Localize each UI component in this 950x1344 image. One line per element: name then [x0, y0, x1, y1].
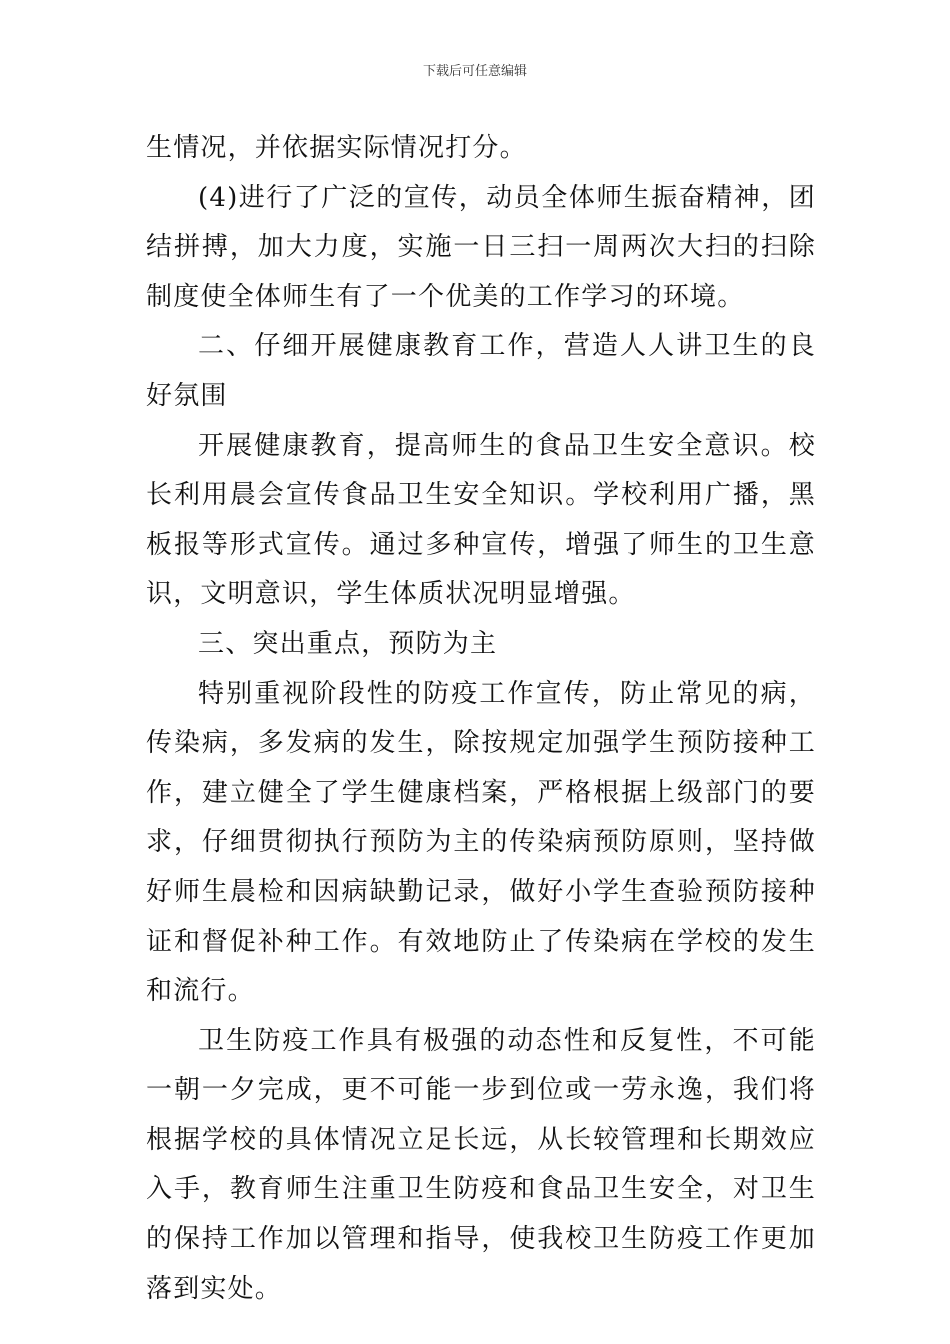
paragraph-continuation: 生情况，并依据实际情况打分。	[146, 133, 527, 163]
document-body	[146, 124, 816, 1314]
paragraph-health-education: 开展健康教育，提高师生的食品卫生安全意识。校长利用晨会宣传食品卫生安全知识。学校利用广播，黑板报等形式宣传。通过多种宣传，增强了师生的卫生意识，文明意识，学生体质状况明显增强。	[146, 430, 816, 610]
paragraph-prevention: 特别重视阶段性的防疫工作宣传，防止常见的病，传染病，多发病的发生，除按规定加强学生预防接种工作，建立健全了学生健康档案，严格根据上级部门的要求，仔细贯彻执行预防为主的传染病预防原则，坚持做好师生晨检和因病缺勤记录，做好小学生查验预防接种证和督促补种工作。有效地防止了传染病在学校的发生和流行。	[146, 678, 816, 1007]
paragraph-conclusion: 卫生防疫工作具有极强的动态性和反复性，不可能一朝一夕完成，更不可能一步到位或一劳永逸，我们将根据学校的具体情况立足长远，从长较管理和长期效应入手，教育师生注重卫生防疫和食品卫生安全，对卫生的保持工作加以管理和指导，使我校卫生防疫工作更加落到实处。	[146, 1025, 816, 1304]
section-heading-health-education: 二、仔细开展健康教育工作，营造人人讲卫生的良好氛围	[146, 331, 816, 411]
paragraph-publicity: (4)进行了广泛的宣传，动员全体师生振奋精神，团结拼搏，加大力度，实施一日三扫一周两次大扫的扫除制度使全体师生有了一个优美的工作学习的环境。	[146, 182, 816, 312]
page-header: 下载后可任意编辑	[422, 64, 527, 79]
section-heading-prevention: 三、突出重点，预防为主	[198, 628, 498, 659]
